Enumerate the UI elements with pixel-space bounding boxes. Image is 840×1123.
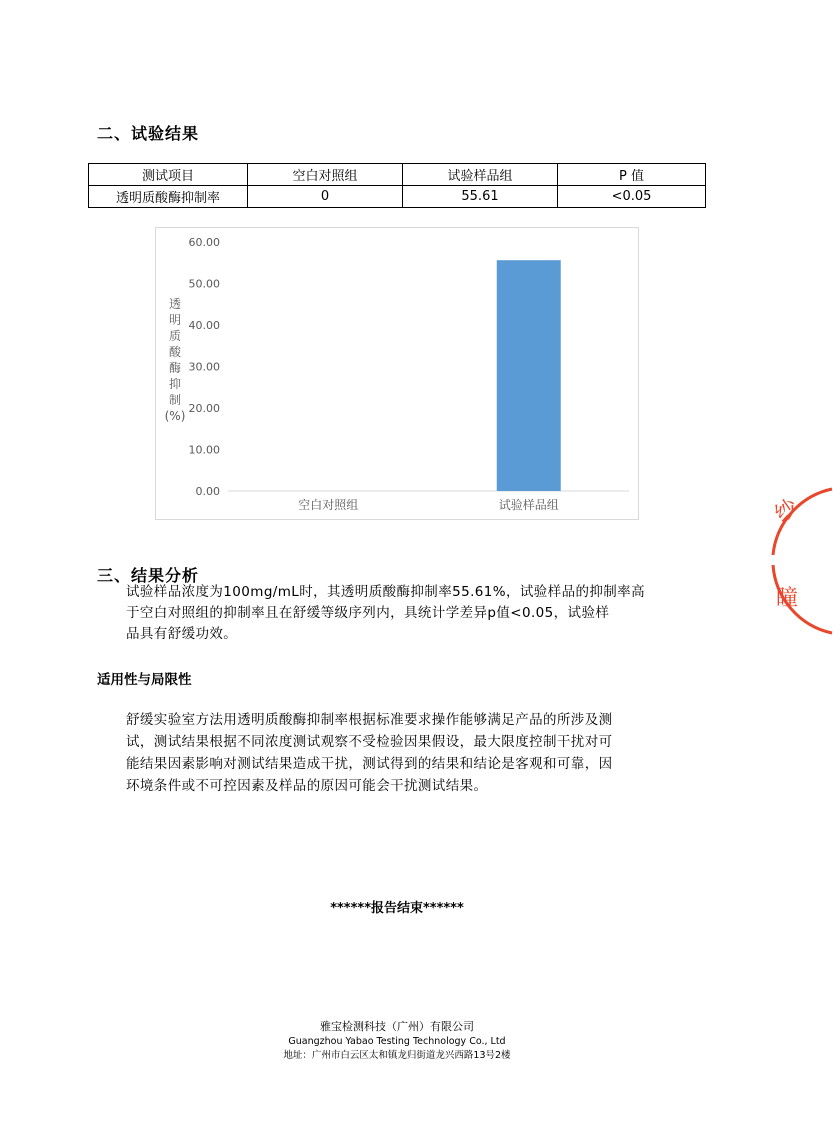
analysis-paragraph — [126, 582, 645, 645]
y-axis-label-char: 透 — [168, 297, 182, 311]
section2-title: 二、试验结果 — [97, 124, 200, 143]
y-tick-label: 20.00 — [188, 402, 220, 415]
y-tick-label: 40.00 — [188, 319, 220, 332]
y-axis-label-char: 质 — [168, 329, 182, 343]
y-tick-label: 30.00 — [188, 360, 220, 374]
y-axis-label-char: (%) — [164, 409, 186, 423]
paragraph-line: 品具有舒缓功效。 — [126, 626, 238, 642]
y-axis-label-char: 酶 — [168, 361, 182, 375]
table-cell: 透明质酸酶抑制率 — [89, 186, 248, 208]
y-tick-label: 10.00 — [188, 443, 220, 457]
stamp-char: 瞳 — [776, 586, 799, 611]
y-tick-label: 60.00 — [188, 236, 220, 249]
footer — [0, 1019, 794, 1063]
y-axis-label-char: 制 — [168, 393, 182, 407]
y-tick-label: 0.00 — [195, 485, 220, 498]
section3-title: 三、结果分析 — [97, 566, 200, 585]
report-end: ******报告结束****** — [330, 901, 464, 916]
x-category-label: 试验样品组 — [498, 498, 559, 512]
stamp-char: 纱 — [770, 494, 804, 528]
paragraph-line: 于空白对照组的抑制率且在舒缓等级序列内，具统计学差异p值<0.05，试验样 — [126, 605, 610, 621]
x-category-label: 空白对照组 — [298, 498, 359, 512]
table-cell: <0.05 — [558, 186, 706, 208]
paragraph-line: 舒缓实验室方法用透明质酸酶抑制率根据标准要求操作能够满足产品的所涉及测 — [126, 712, 613, 728]
applicability-paragraph — [126, 709, 613, 797]
footer-company-cn: 雅宝检测科技（广州）有限公司 — [320, 1020, 474, 1033]
y-tick-label: 50.00 — [188, 277, 220, 291]
paragraph-line: 能结果因素影响对测试结果造成干扰，测试得到的结果和结论是客观和可靠，因 — [126, 756, 613, 772]
header-cell: P 值 — [558, 164, 706, 186]
paragraph-line: 试验样品浓度为100mg/mL时，其透明质酸酶抑制率55.61%，试验样品的抑制率高 — [126, 584, 645, 600]
table-row — [89, 186, 706, 208]
table-header-row — [89, 164, 706, 186]
paragraph-line: 试，测试结果根据不同浓度测试观察不受检验因果假设，最大限度控制干扰对可 — [126, 734, 613, 750]
header-cell: 测试项目 — [89, 164, 248, 186]
paragraph-line: 环境条件或不可控因素及样品的原因可能会干扰测试结果。 — [126, 778, 488, 794]
results-table — [88, 163, 706, 208]
header-cell: 试验样品组 — [403, 164, 558, 186]
bar-chart — [156, 228, 638, 519]
table-cell: 55.61 — [403, 186, 558, 208]
y-axis-label-char: 抑 — [168, 377, 182, 391]
seal-stamp — [770, 485, 840, 635]
y-axis-label-char: 酸 — [168, 345, 182, 359]
applicability-title: 适用性与局限性 — [97, 672, 192, 688]
bar — [497, 260, 561, 491]
table-cell: 0 — [248, 186, 403, 208]
footer-address: 地址：广州市白云区太和镇龙归街道龙兴西路13号2楼 — [283, 1050, 511, 1061]
y-axis-label-char: 明 — [168, 313, 182, 327]
footer-company-en: Guangzhou Yabao Testing Technology Co., Ltd — [288, 1036, 506, 1047]
chart-frame — [155, 227, 639, 520]
header-cell: 空白对照组 — [248, 164, 403, 186]
